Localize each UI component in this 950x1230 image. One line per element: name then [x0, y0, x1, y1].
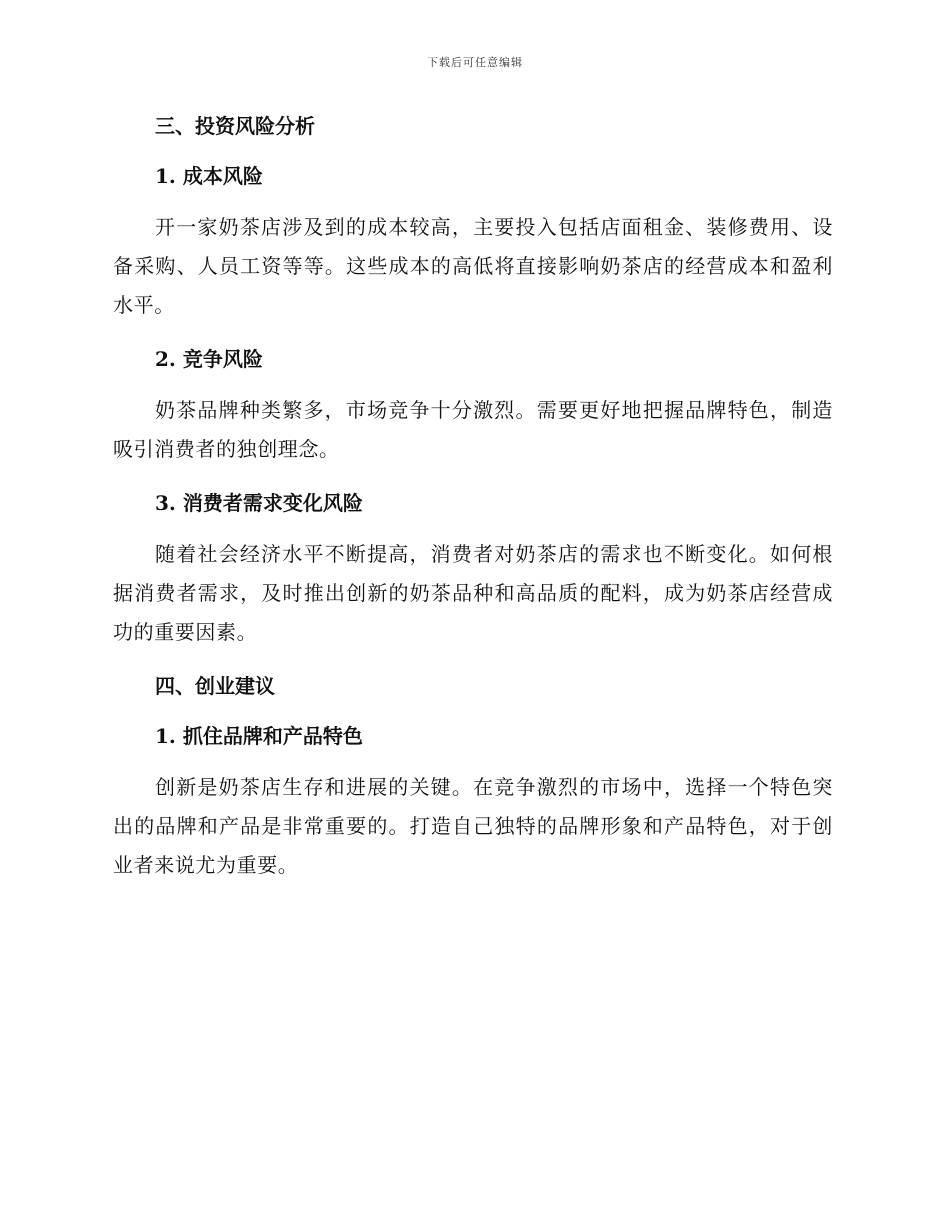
subheading-competition-risk: 2. 竞争风险: [155, 347, 263, 371]
subheading-brand-product: 1. 抓住品牌和产品特色: [155, 724, 363, 748]
paragraph-brand-product: 创新是奶茶店生存和进展的关键。在竞争激烈的市场中，选择一个特色突出的品牌和产品是非常重要的。打造自己独特的品牌形象和产品特色，对于创业者来说尤为重要。: [113, 775, 833, 877]
paragraph-demand-risk: 随着社会经济水平不断提高，消费者对奶茶店的需求也不断变化。如何根据消费者需求，及时推出创新的奶茶品种和高品质的配料，成为奶茶店经营成功的重要因素。: [113, 542, 833, 644]
subheading-demand-risk: 3. 消费者需求变化风险: [155, 491, 363, 515]
section-title-startup-advice: 四、创业建议: [155, 674, 275, 698]
paragraph-competition-risk: 奶茶品牌种类繁多，市场竞争十分激烈。需要更好地把握品牌特色，制造吸引消费者的独创理念。: [113, 398, 833, 461]
subheading-cost-risk: 1. 成本风险: [155, 164, 263, 188]
paragraph-cost-risk: 开一家奶茶店涉及到的成本较高，主要投入包括店面租金、装修费用、设备采购、人员工资等等。这些成本的高低将直接影响奶茶店的经营成本和盈利水平。: [113, 215, 833, 317]
document-body: [113, 108, 833, 885]
section-title-investment-risk: 三、投资风险分析: [155, 114, 315, 138]
header-note: 下载后可任意编辑: [427, 56, 523, 69]
